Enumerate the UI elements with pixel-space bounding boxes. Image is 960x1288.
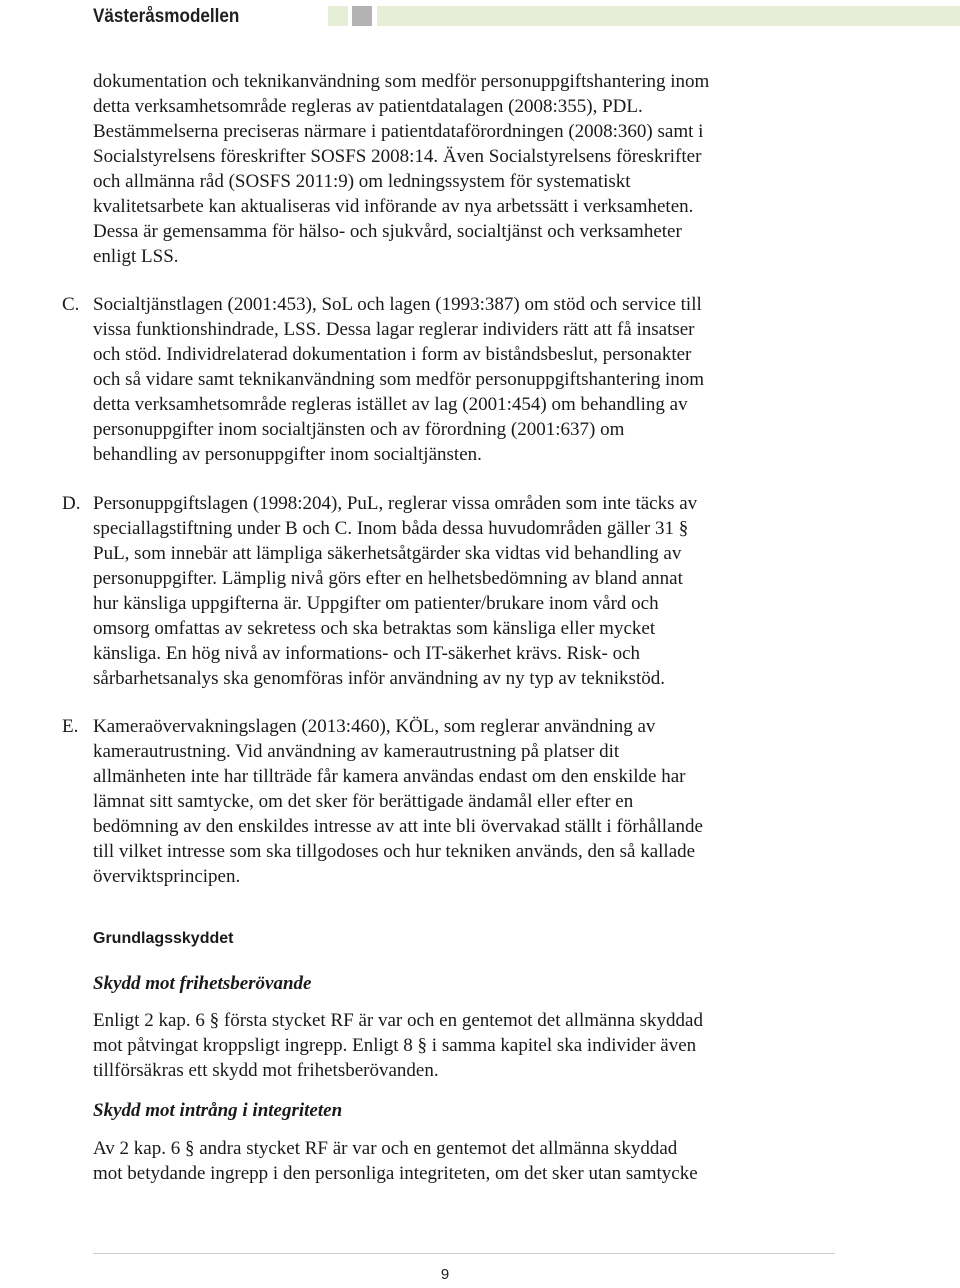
subsection-paragraph: Av 2 kap. 6 § andra stycket RF är var och en gentemot det allmänna skyddad mot betydande ingrepp i den personliga integriteten, om det sker utan samtycke <box>93 1138 698 1184</box>
header-decoration-square-gray <box>352 6 372 26</box>
list-item-text: Kameraövervakningslagen (2013:460), KÖL, som reglerar användning av kamerautrustning. Vid användning av kamerautrustning på platser dit allmänheten inte har tillträde får kamera användas endast om den enskilde har lämnat sitt samtycke, om det sker för berättigade ändamål eller efter en bedömning av den enskildes intresse av att inte bli övervakad ställt i förhållande till vilket intresse som ska tillgodoses och hur tekniken används, den så kallade överviktsprincipen. <box>93 716 703 887</box>
subsection-paragraph: Enligt 2 kap. 6 § första stycket RF är var och en gentemot det allmänna skyddad mot påtvingat kroppsligt ingrepp. Enligt 8 § i samma kapitel ska individer även tillförsäkras ett skydd mot frihetsberövanden. <box>93 1010 703 1081</box>
intro-paragraph: dokumentation och teknikanvändning som medför personuppgiftshantering inom detta verksamhetsområde regleras av patientdatalagen (2008:355), PDL. Bestämmelserna preciseras närmare i patientdataförordningen (2008:360) samt i Socialstyrelsens föreskrifter SOSFS 2008:14. Även Socialstyrelsens föreskrifter och allmänna råd (SOSFS 2011:9) om ledningssystem för systematiskt kvalitetsarbete kan aktualiseras vid införande av nya arbetssätt i verksamheten. Dessa är gemensamma för hälso- och sjukvård, socialtjänst och verksamheter enligt LSS. <box>93 71 710 267</box>
footer-divider <box>93 1253 835 1254</box>
header-decoration-bar <box>377 6 960 26</box>
section-heading: Grundlagsskyddet <box>93 930 234 947</box>
list-item-text: Socialtjänstlagen (2001:453), SoL och lagen (1993:387) om stöd och service till vissa funktionshindrade, LSS. Dessa lagar reglerar individers rätt att få insatser och stöd. Individrelaterad dokumentation i form av biståndsbeslut, personakter och så vidare samt teknikanvändning som medför personuppgiftshantering inom detta verksamhetsområde regleras istället av lag (2001:454) om behandling av personuppgifter inom socialtjänsten och av förordning (2001:637) om behandling av personuppgifter inom socialtjänsten. <box>93 294 705 465</box>
subsection-title: Skydd mot frihetsberövande <box>93 973 312 994</box>
header-title: Västeråsmodellen <box>93 6 240 27</box>
header-decoration-square-light <box>328 6 348 26</box>
list-item-text: Personuppgiftslagen (1998:204), PuL, reglerar vissa områden som inte täcks av speciallagstiftning under B och C. Inom båda dessa huvudområden gäller 31 § PuL, som innebär att lämpliga säkerhetsåtgärder ska vidtas vid behandling av personuppgifter. Lämplig nivå görs efter en helhetsbedömning av bland annat hur känsliga uppgifterna är. Uppgifter om patienter/brukare inom vård och omsorg omfattas av sekretess och ska betraktas som känsliga eller mycket känsliga. En hög nivå av informations- och IT-säkerhet krävs. Risk- och sårbarhetsanalys ska genomföras inför användning av ny typ av teknikstöd. <box>93 493 698 689</box>
list-item-letter: E. <box>62 716 79 737</box>
page-number: 9 <box>440 1266 450 1283</box>
list-item-letter: D. <box>62 493 81 514</box>
list-item-letter: C. <box>62 294 80 315</box>
subsection-title: Skydd mot intrång i integriteten <box>93 1100 343 1121</box>
